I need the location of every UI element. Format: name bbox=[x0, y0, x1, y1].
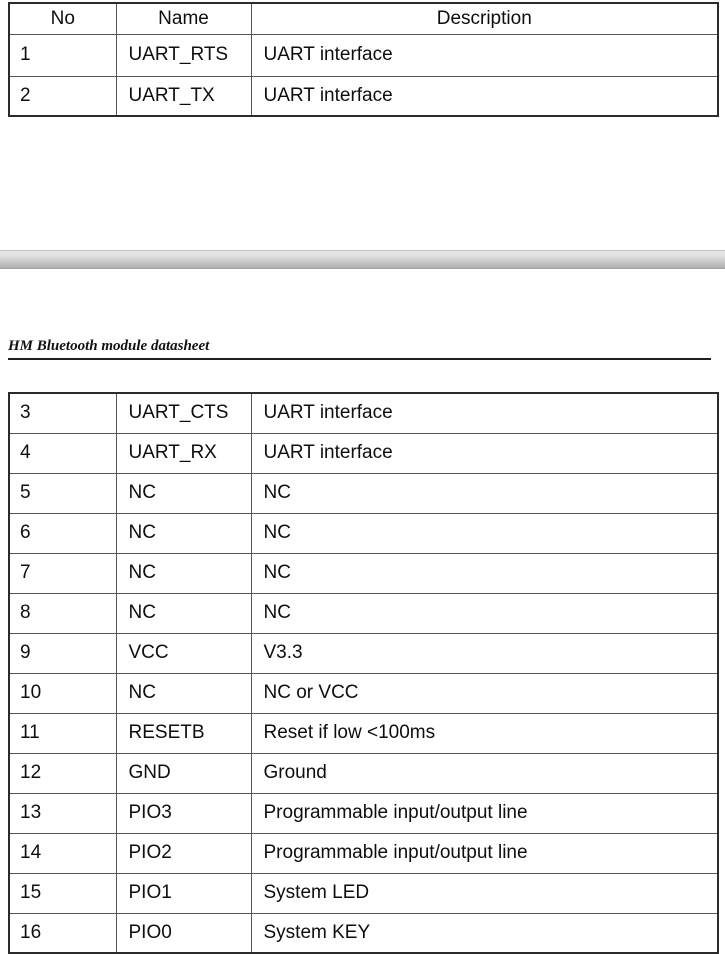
pin-no-cell: 14 bbox=[9, 833, 116, 873]
pin-name-cell: PIO0 bbox=[116, 913, 251, 953]
table-row bbox=[9, 633, 718, 673]
pin-description-cell: NC bbox=[251, 553, 718, 593]
pin-table-page1 bbox=[8, 2, 719, 117]
pin-no-cell: 6 bbox=[9, 513, 116, 553]
pin-description-cell: NC bbox=[251, 513, 718, 553]
pin-description-cell: System LED bbox=[251, 873, 718, 913]
pin-description-cell: Ground bbox=[251, 753, 718, 793]
pin-no-cell: 2 bbox=[9, 76, 116, 116]
pin-description-cell: UART interface bbox=[251, 76, 718, 116]
column-header-description: Description bbox=[251, 3, 718, 34]
pin-description-cell: UART interface bbox=[251, 34, 718, 76]
pin-name-cell: RESETB bbox=[116, 713, 251, 753]
pin-name-cell: NC bbox=[116, 673, 251, 713]
table-row bbox=[9, 393, 718, 433]
pin-name-cell: UART_TX bbox=[116, 76, 251, 116]
page-separator bbox=[0, 250, 725, 269]
table-row bbox=[9, 913, 718, 953]
pin-no-cell: 8 bbox=[9, 593, 116, 633]
pin-name-cell: PIO1 bbox=[116, 873, 251, 913]
pin-description-cell: NC bbox=[251, 593, 718, 633]
pin-name-cell: GND bbox=[116, 753, 251, 793]
pin-no-cell: 5 bbox=[9, 473, 116, 513]
table-header-row bbox=[9, 3, 718, 34]
pin-description-cell: Programmable input/output line bbox=[251, 793, 718, 833]
pin-name-cell: NC bbox=[116, 473, 251, 513]
pin-name-cell: UART_RX bbox=[116, 433, 251, 473]
pin-name-cell: NC bbox=[116, 553, 251, 593]
pin-no-cell: 12 bbox=[9, 753, 116, 793]
pin-description-cell: NC or VCC bbox=[251, 673, 718, 713]
pin-no-cell: 13 bbox=[9, 793, 116, 833]
table-row bbox=[9, 833, 718, 873]
pin-description-cell: Programmable input/output line bbox=[251, 833, 718, 873]
pin-no-cell: 1 bbox=[9, 34, 116, 76]
table-row bbox=[9, 793, 718, 833]
table-row bbox=[9, 76, 718, 116]
table-row bbox=[9, 673, 718, 713]
pin-no-cell: 4 bbox=[9, 433, 116, 473]
pin-table-page2 bbox=[8, 392, 719, 954]
table-row bbox=[9, 873, 718, 913]
table-row bbox=[9, 513, 718, 553]
pin-name-cell: PIO3 bbox=[116, 793, 251, 833]
pin-description-cell: NC bbox=[251, 473, 718, 513]
pin-description-cell: Reset if low <100ms bbox=[251, 713, 718, 753]
pin-description-cell: UART interface bbox=[251, 393, 718, 433]
pin-no-cell: 10 bbox=[9, 673, 116, 713]
pin-name-cell: NC bbox=[116, 513, 251, 553]
table-row bbox=[9, 433, 718, 473]
page-header-title: HM Bluetooth module datasheet bbox=[8, 338, 210, 354]
pin-no-cell: 16 bbox=[9, 913, 116, 953]
pin-name-cell: UART_CTS bbox=[116, 393, 251, 433]
pin-no-cell: 15 bbox=[9, 873, 116, 913]
table-row bbox=[9, 553, 718, 593]
pin-description-cell: V3.3 bbox=[251, 633, 718, 673]
column-header-no: No bbox=[9, 3, 116, 34]
column-header-name: Name bbox=[116, 3, 251, 34]
pin-description-cell: System KEY bbox=[251, 913, 718, 953]
pin-description-cell: UART interface bbox=[251, 433, 718, 473]
pin-no-cell: 7 bbox=[9, 553, 116, 593]
pin-no-cell: 3 bbox=[9, 393, 116, 433]
pin-name-cell: UART_RTS bbox=[116, 34, 251, 76]
pin-name-cell: NC bbox=[116, 593, 251, 633]
pin-name-cell: PIO2 bbox=[116, 833, 251, 873]
pin-no-cell: 9 bbox=[9, 633, 116, 673]
table-row bbox=[9, 713, 718, 753]
table-row bbox=[9, 34, 718, 76]
table-row bbox=[9, 593, 718, 633]
pin-name-cell: VCC bbox=[116, 633, 251, 673]
pin-no-cell: 11 bbox=[9, 713, 116, 753]
table-row bbox=[9, 753, 718, 793]
page-header bbox=[8, 338, 711, 360]
table-row bbox=[9, 473, 718, 513]
